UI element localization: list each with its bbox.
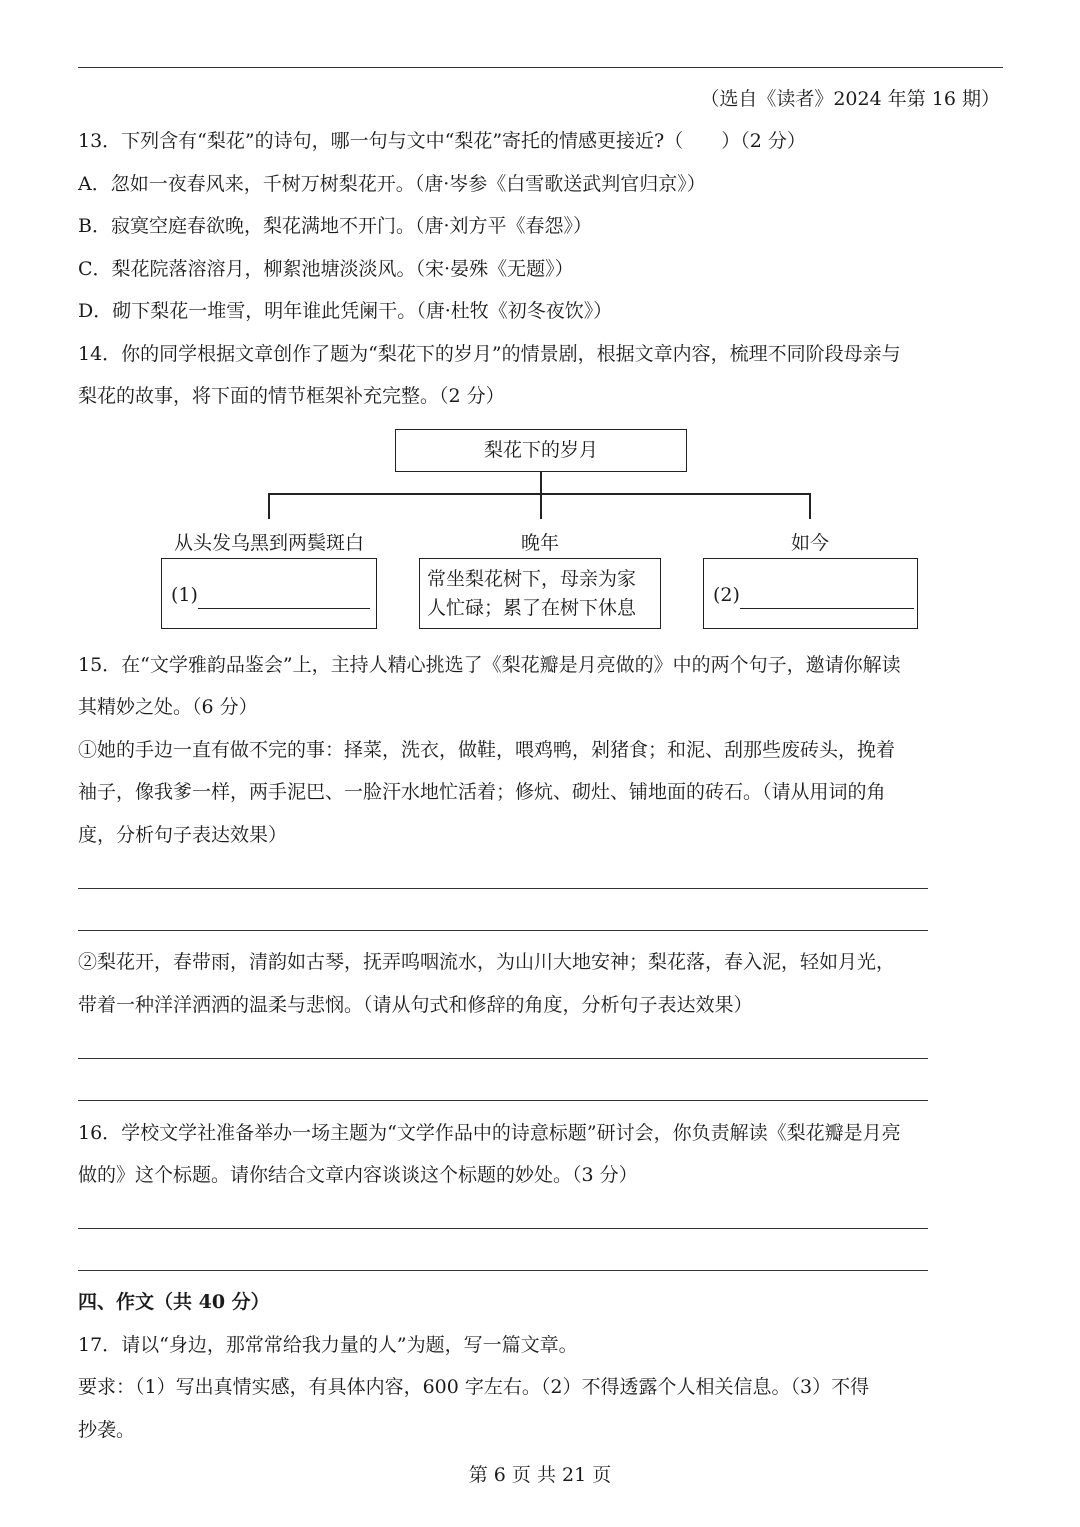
q15-stem-line2: 其精妙之处。（6 分） bbox=[78, 696, 258, 718]
q15-sentence1-line2: 袖子，像我爹一样，两手泥巴、一脸汗水地忙活着；修炕、砌灶、铺地面的砖石。（请从用词的角 bbox=[78, 781, 886, 803]
q15-sentence1-line3: 度，分析句子表达效果） bbox=[78, 824, 288, 846]
q13-stem: 13．下列含有“梨花”的诗句，哪一句与文中“梨花”寄托的情感更接近?（ ）（2 分） bbox=[78, 130, 806, 152]
answer-blank-1[interactable] bbox=[198, 588, 370, 609]
diagram-connector-right bbox=[809, 493, 811, 519]
section4-heading: 四、作文（共 40 分） bbox=[78, 1291, 270, 1313]
q16-answer-line-1[interactable] bbox=[78, 1228, 928, 1229]
q15-answer-line-2[interactable] bbox=[78, 930, 928, 931]
q17-requirements-line2: 抄袭。 bbox=[78, 1419, 136, 1441]
q15-sentence1-line1: ①她的手边一直有做不完的事：择菜，洗衣，做鞋，喂鸡鸭，剁猪食；和泥、刮那些废砖头，挽着 bbox=[78, 739, 896, 761]
page-number: 第 6 页 共 21 页 bbox=[468, 1464, 612, 1486]
q14-stem-line1: 14．你的同学根据文章创作了题为“梨花下的岁月”的情景剧，根据文章内容，梳理不同阶段母亲与 bbox=[78, 343, 901, 365]
stage-label-2: 晚年 bbox=[520, 532, 559, 554]
diagram-connector-trunk bbox=[540, 472, 542, 494]
stage-label-3: 如今 bbox=[790, 532, 829, 554]
q16-answer-line-2[interactable] bbox=[78, 1270, 928, 1271]
diagram-title-box: 梨花下的岁月 bbox=[395, 429, 687, 472]
q15-sentence2-line2: 带着一种洋洋洒洒的温柔与悲悯。（请从句式和修辞的角度，分析句子表达效果） bbox=[78, 994, 753, 1016]
q15-answer-line-3[interactable] bbox=[78, 1058, 928, 1059]
q15-answer-line-1[interactable] bbox=[78, 888, 928, 889]
stage-text-line1: 常坐梨花树下，母亲为家 bbox=[427, 568, 637, 590]
stage-label-1: 从头发乌黑到两鬓斑白 bbox=[173, 532, 364, 554]
q17-requirements-line1: 要求：（1）写出真情实感，有具体内容，600 字左右。（2）不得透露个人相关信息。（3）不得 bbox=[78, 1376, 870, 1398]
q15-stem-line1: 15．在“文学雅韵品鉴会”上，主持人精心挑选了《梨花瓣是月亮做的》中的两个句子，邀请你解读 bbox=[78, 654, 901, 676]
diagram-connector-middle bbox=[540, 493, 542, 519]
source-citation: （选自《读者》2024 年第 16 期） bbox=[700, 88, 1000, 110]
q13-option-b: B．寂寞空庭春欲晚，梨花满地不开门。（唐·刘方平《春怨》） bbox=[78, 215, 593, 237]
q13-option-c: C．梨花院落溶溶月，柳絮池塘淡淡风。（宋·晏殊《无题》） bbox=[78, 258, 574, 280]
q13-option-a: A．忽如一夜春风来，千树万树梨花开。（唐·岑参《白雪歌送武判官归京》） bbox=[78, 173, 706, 195]
stage-box-2 bbox=[419, 558, 661, 629]
q14-stem-line2: 梨花的故事，将下面的情节框架补充完整。（2 分） bbox=[78, 385, 505, 407]
blank-marker-1: (1) bbox=[171, 584, 198, 606]
stage-text-line2: 人忙碌；累了在树下休息 bbox=[427, 597, 637, 619]
header-rule bbox=[78, 67, 1003, 68]
q15-answer-line-4[interactable] bbox=[78, 1100, 928, 1101]
diagram-connector-bar bbox=[268, 493, 810, 495]
q17-prompt: 17．请以“身边，那常常给我力量的人”为题，写一篇文章。 bbox=[78, 1334, 578, 1356]
q16-stem-line2: 做的》这个标题。请你结合文章内容谈谈这个标题的妙处。（3 分） bbox=[78, 1164, 638, 1186]
stage-box-3 bbox=[703, 558, 918, 629]
q15-sentence2-line1: ②梨花开，春带雨，清韵如古琴，抚弄呜咽流水，为山川大地安神；梨花落，春入泥，轻如月光， bbox=[78, 951, 896, 973]
q16-stem-line1: 16．学校文学社准备举办一场主题为“文学作品中的诗意标题”研讨会，你负责解读《梨花瓣是月亮 bbox=[78, 1122, 901, 1144]
blank-marker-2: (2) bbox=[713, 584, 740, 606]
answer-blank-2[interactable] bbox=[740, 588, 914, 609]
diagram-connector-left bbox=[268, 493, 270, 519]
q13-option-d: D．砌下梨花一堆雪，明年谁此凭阑干。（唐·杜牧《初冬夜饮》） bbox=[78, 300, 613, 322]
stage-box-1 bbox=[161, 558, 377, 629]
